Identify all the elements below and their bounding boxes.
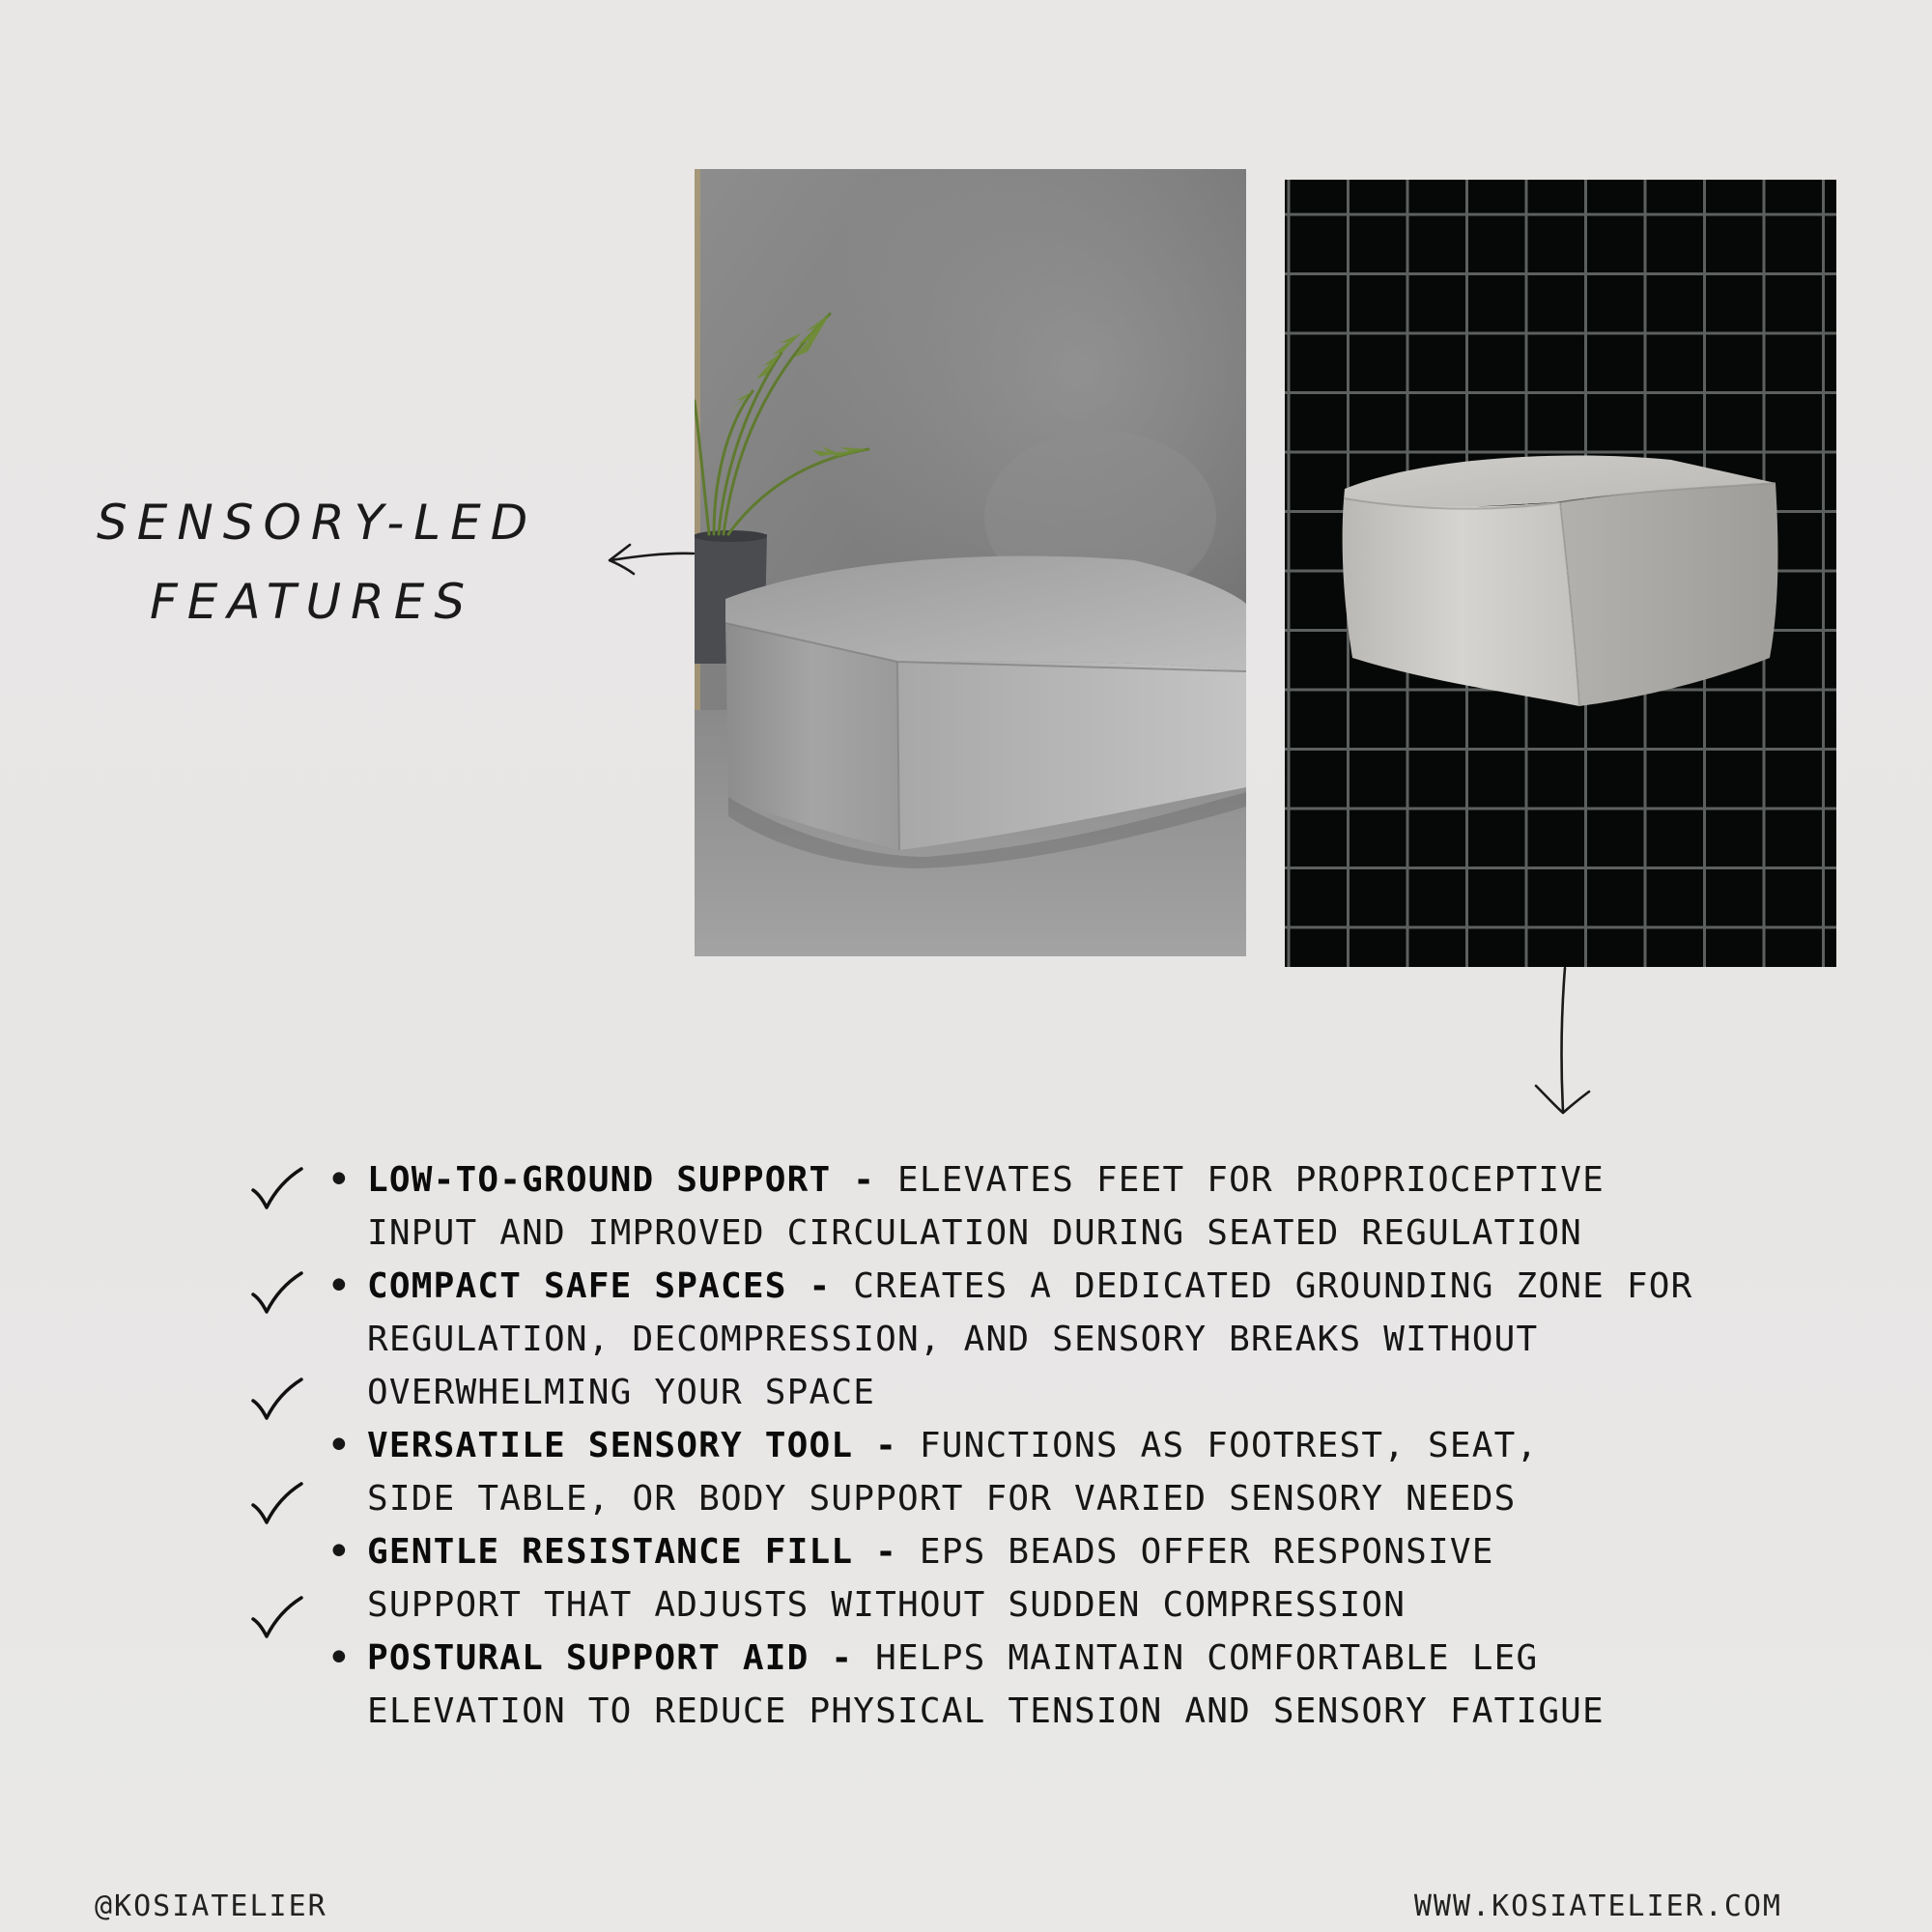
headline-line-1: SENSORY-LED xyxy=(97,495,538,551)
check-icon xyxy=(249,1165,303,1211)
feature-title: VERSATILE SENSORY TOOL - xyxy=(367,1426,897,1465)
feature-title: GENTLE RESISTANCE FILL - xyxy=(367,1532,897,1572)
headline-line-2: FEATURES xyxy=(150,574,475,630)
list-item xyxy=(328,1525,1700,1632)
check-icon xyxy=(249,1594,303,1640)
website-url: WWW.KOSIATELIER.COM xyxy=(1413,1889,1782,1923)
arrow-down-icon xyxy=(1521,966,1599,1121)
feature-title: LOW-TO-GROUND SUPPORT - xyxy=(367,1160,876,1200)
bullet-icon: • xyxy=(328,1160,351,1200)
feature-description: HELPS MAINTAIN COMFORTABLE LEG ELEVATION TO REDUCE PHYSICAL TENSION AND SENSORY FATIGUE xyxy=(367,1638,1605,1731)
feature-description: FUNCTIONS AS FOOTREST, SEAT, SIDE TABLE, OR BODY SUPPORT FOR VARIED SENSORY NEEDS xyxy=(367,1426,1539,1519)
headline xyxy=(97,483,560,641)
list-item xyxy=(328,1153,1700,1260)
feature-description: EPS BEADS OFFER RESPONSIVE SUPPORT THAT ADJUSTS WITHOUT SUDDEN COMPRESSION xyxy=(367,1532,1494,1625)
grid-cutout-photo xyxy=(1285,180,1836,967)
list-item xyxy=(328,1419,1700,1525)
bullet-icon: • xyxy=(328,1532,351,1572)
bullet-icon: • xyxy=(328,1426,351,1465)
bullet-icon: • xyxy=(328,1266,351,1306)
feature-description: CREATES A DEDICATED GROUNDING ZONE FOR REGULATION, DECOMPRESSION, AND SENSORY BREAKS WITHOUT OVERWHELMING YOUR SPACE xyxy=(367,1266,1693,1412)
check-icon xyxy=(249,1480,303,1526)
list-item xyxy=(328,1260,1700,1419)
arrow-left-icon xyxy=(607,537,696,585)
check-icon xyxy=(249,1376,303,1422)
bullet-icon: • xyxy=(328,1638,351,1678)
feature-description: ELEVATES FEET FOR PROPRIOCEPTIVE INPUT AND IMPROVED CIRCULATION DURING SEATED REGULATION xyxy=(367,1160,1605,1253)
room-scene-photo xyxy=(695,169,1246,956)
feature-title: POSTURAL SUPPORT AID - xyxy=(367,1638,854,1678)
list-item xyxy=(328,1632,1700,1738)
feature-title: COMPACT SAFE SPACES - xyxy=(367,1266,832,1306)
social-handle: @KOSIATELIER xyxy=(95,1889,327,1923)
feature-list xyxy=(328,1153,1700,1738)
check-icon xyxy=(249,1269,303,1316)
